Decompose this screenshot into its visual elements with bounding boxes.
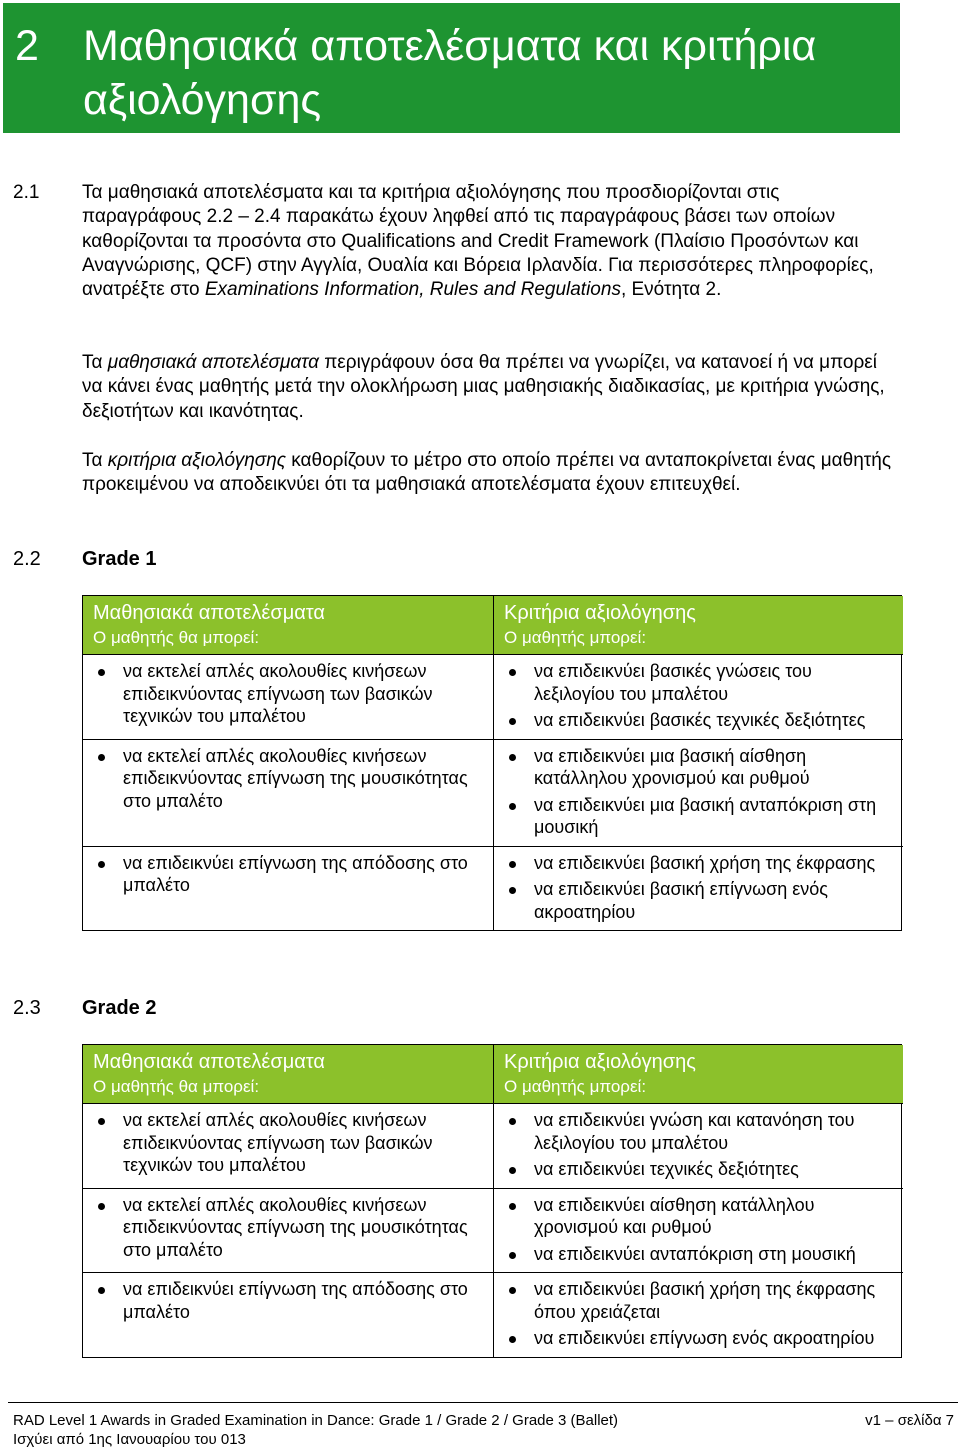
list-item: [504, 1158, 895, 1181]
learning-outcomes-paragraph: [82, 351, 902, 424]
bullet-icon: [98, 1118, 105, 1125]
list-item: [504, 852, 895, 875]
column-subtitle: Ο μαθητής θα μπορεί:: [93, 1077, 260, 1096]
assessment-criteria-paragraph: [82, 449, 902, 498]
section-number: 2.1: [13, 182, 40, 203]
paragraph-text: περιγράφουν όσα θα πρέπει να γνωρίζει, να κατανοεί ή να μπορεί να κάνει ένας μαθητής μετά την ολοκλήρωση μιας μαθησιακής διαδικασίας, με κριτήρια γνώσης, δεξιοτήτων και ικανότητας.: [82, 352, 885, 422]
list-item: [93, 660, 485, 728]
list-item-text: να επιδεικνύει αίσθηση κατάλληλου χρονισμού και ρυθμού: [534, 1194, 815, 1237]
column-title: Μαθησιακά αποτελέσματα: [93, 1051, 325, 1073]
list-item-text: να εκτελεί απλές ακολουθίες κινήσεων επιδεικνύοντας επίγνωση των βασικών τεχνικών του μπαλέτου: [123, 1110, 433, 1175]
list-item: [93, 852, 485, 897]
grade-table: [82, 1044, 902, 1358]
criteria-cell: [493, 846, 903, 931]
bullet-icon: [509, 754, 516, 761]
bullet-icon: [509, 1252, 516, 1259]
list-item-text: να εκτελεί απλές ακολουθίες κινήσεων επιδεικνύοντας επίγνωση της μουσικότητας στο μπαλέτο: [123, 745, 468, 811]
column-title: Μαθησιακά αποτελέσματα: [93, 602, 325, 624]
criteria-cell: [493, 654, 903, 739]
list-item: [504, 1194, 895, 1239]
emphasis-text: μαθησιακά αποτελέσματα: [107, 352, 319, 373]
footer-divider: [8, 1402, 958, 1403]
list-item-text: να επιδεικνύει βασική χρήση της έκφρασης: [534, 852, 876, 873]
grade-title: Grade 1: [82, 548, 157, 570]
paragraph-text: , Ενότητα 2.: [620, 279, 722, 301]
paragraph-text: καθορίζουν το μέτρο στο οποίο πρέπει να ανταποκρίνεται ένας μαθητής προκειμένου να αποδεικνύει ότι τα μαθησιακά αποτελέσματα έχουν επιτευχθεί.: [82, 450, 892, 496]
list-item-text: να επιδεικνύει βασική χρήση της έκφρασης όπου χρειάζεται: [534, 1279, 876, 1322]
footer-document-title: RAD Level 1 Awards in Graded Examination in Dance: Grade 1 / Grade 2 / Grade 3 (Ballet): [13, 1412, 619, 1429]
footer-page-number: v1 – σελίδα 7: [865, 1412, 954, 1429]
column-subtitle: Ο μαθητής μπορεί:: [504, 628, 647, 647]
list-item-text: να επιδεικνύει επίγνωση της απόδοσης στο μπαλέτο: [123, 1279, 468, 1322]
grade-title: Grade 2: [82, 997, 157, 1019]
list-item: [504, 660, 895, 705]
criteria-cell: [493, 1103, 903, 1188]
outcome-cell: [83, 1272, 493, 1357]
list-item-text: να επιδεικνύει επίγνωση της απόδοσης στο μπαλέτο: [123, 852, 468, 895]
chapter-banner: [3, 3, 900, 133]
list-item: [93, 1194, 485, 1262]
criteria-cell: [493, 1188, 903, 1273]
list-item-text: να επιδεικνύει μια βασική ανταπόκριση στη μουσική: [534, 794, 877, 837]
outcome-cell: [83, 1103, 493, 1188]
assessment-criteria-header: [493, 1045, 903, 1103]
list-item: [504, 1327, 895, 1350]
column-subtitle: Ο μαθητής θα μπορεί:: [93, 628, 260, 647]
list-item-text: να επιδεικνύει γνώση και κατανόηση του λεξιλογίου του μπαλέτου: [534, 1110, 855, 1153]
list-item: [504, 745, 895, 790]
chapter-title: Μαθησιακά αποτελέσματα και κριτήρια αξιολόγησης: [83, 22, 817, 124]
bullet-icon: [509, 1167, 516, 1174]
bullet-icon: [98, 861, 105, 868]
list-item: [93, 1278, 485, 1323]
outcome-cell: [83, 654, 493, 739]
paragraph-text: Τα: [82, 450, 108, 471]
emphasis-text: κριτήρια αξιολόγησης: [107, 450, 286, 471]
grade-section-number: 2.2: [13, 548, 41, 570]
list-item: [504, 794, 895, 839]
paragraph-text: Τα: [82, 352, 108, 373]
intro-paragraph: [82, 181, 902, 302]
column-subtitle: Ο μαθητής μπορεί:: [504, 1077, 647, 1096]
list-item: [504, 709, 895, 732]
bullet-icon: [509, 861, 516, 868]
bullet-icon: [98, 754, 105, 761]
footer-effective-date: Ισχύει από 1ης Ιανουαρίου του 013: [13, 1431, 246, 1448]
chapter-number: 2: [15, 22, 39, 70]
grade-section-number: 2.3: [13, 997, 41, 1019]
outcome-cell: [83, 846, 493, 931]
list-item: [504, 1109, 895, 1154]
bullet-icon: [509, 718, 516, 725]
bullet-icon: [509, 887, 516, 894]
list-item: [504, 878, 895, 923]
bullet-icon: [98, 1203, 105, 1210]
list-item: [504, 1243, 895, 1266]
assessment-criteria-header: [493, 596, 903, 654]
list-item-text: να επιδεικνύει τεχνικές δεξιότητες: [534, 1159, 799, 1179]
footer-left: [13, 1411, 618, 1449]
list-item-text: να επιδεικνύει μια βασική αίσθηση κατάλληλου χρονισμού και ρυθμού: [534, 745, 810, 788]
list-item: [93, 745, 485, 813]
list-item: [93, 1109, 485, 1177]
list-item-text: να επιδεικνύει επίγνωση ενός ακροατηρίου: [534, 1328, 875, 1348]
emphasis-text: Examinations Information, Rules and Regulations: [204, 279, 621, 301]
learning-outcomes-header: [83, 1045, 493, 1103]
outcome-cell: [83, 739, 493, 846]
list-item-text: να επιδεικνύει βασικές γνώσεις του λεξιλογίου του μπαλέτου: [534, 661, 812, 704]
bullet-icon: [509, 1336, 516, 1343]
list-item-text: να εκτελεί απλές ακολουθίες κινήσεων επιδεικνύοντας επίγνωση της μουσικότητας στο μπαλέτο: [123, 1194, 468, 1260]
list-item-text: να εκτελεί απλές ακολουθίες κινήσεων επιδεικνύοντας επίγνωση των βασικών τεχνικών του μπαλέτου: [123, 661, 433, 726]
list-item-text: να επιδεικνύει βασική επίγνωση ενός ακροατηρίου: [534, 879, 828, 922]
column-title: Κριτήρια αξιολόγησης: [504, 1051, 696, 1073]
bullet-icon: [98, 1287, 105, 1294]
list-item: [504, 1278, 895, 1323]
bullet-icon: [509, 1203, 516, 1210]
list-item-text: να επιδεικνύει ανταπόκριση στη μουσική: [534, 1243, 856, 1264]
criteria-cell: [493, 739, 903, 846]
criteria-cell: [493, 1272, 903, 1357]
paragraph-text: Τα μαθησιακά αποτελέσματα και τα κριτήρια αξιολόγησης που προσδιορίζονται στις παραγράφους 2.2 – 2.4 παρακάτω έχουν ληφθεί από τις παραγράφους βάσει των οποίων καθορίζονται τα προσόντα στο Qualifications and Credit Framework (Πλαίσιο Προσόντων και Αναγνώρισης, QCF) στην Αγγλία, Ουαλία και Βόρεια Ιρλανδία. Για περισσότερες πληροφορίες, ανατρέξτε στο: [82, 182, 874, 301]
bullet-icon: [509, 1118, 516, 1125]
grade-table: [82, 595, 902, 931]
outcome-cell: [83, 1188, 493, 1273]
learning-outcomes-header: [83, 596, 493, 654]
bullet-icon: [509, 803, 516, 810]
bullet-icon: [98, 669, 105, 676]
bullet-icon: [509, 1287, 516, 1294]
bullet-icon: [509, 669, 516, 676]
column-title: Κριτήρια αξιολόγησης: [504, 602, 696, 624]
list-item-text: να επιδεικνύει βασικές τεχνικές δεξιότητες: [534, 710, 866, 730]
